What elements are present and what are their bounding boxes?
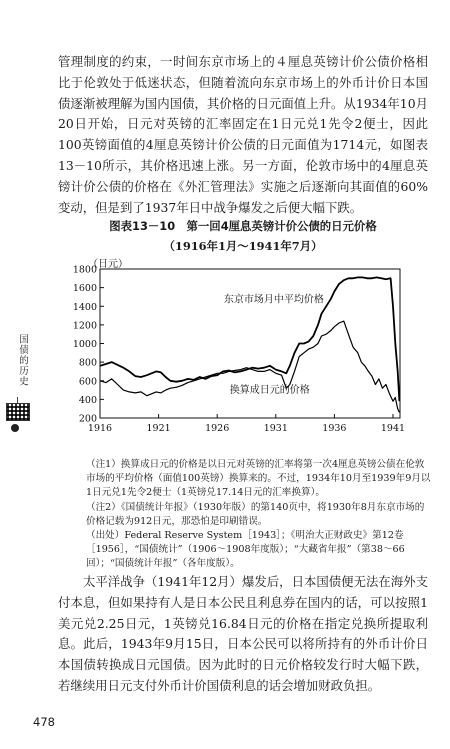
body-paragraph-top: 管理制度的约束，一时间东京市场上的４厘息英镑计价公债价格相比于伦敦处于低迷状态，但随着流向东京市场上的外币计价日本国债逐渐被理解为国内国债，其价格的日元面值上升。从1934年10月20日开始，日元对英镑的汇率固定在1日元兑1先令2便士，因此100英镑面值的4厘息英镑计价公债的日元面值为1714元，如图表13－10所示，其价格迅速上涨。另一方面，伦敦市场中的4厘息英镑计价公债的价格在《外汇管理法》实施之后逐渐向其面值的60%变动，但是到了1937年日中战争爆发之后便大幅下跌。: [58, 54, 428, 215]
annotation-tokyo-price: 东京市场月中平均价格: [223, 294, 324, 306]
annotation-converted-price: 换算成日元的价格: [229, 384, 310, 396]
x-tick-label: 1921: [146, 423, 171, 434]
y-tick-label: 600: [78, 376, 97, 388]
y-tick-label: 200: [78, 413, 97, 425]
note-2: （注2）《国债统计年报》（1930年版）的第140页中，将1930年8月东京市场的价格记载为912日元，那恐怕是印刷错误。: [86, 501, 425, 527]
figure-title: 图表13－10 第一回4厘息英镑计价公债的日元价格: [109, 219, 377, 233]
y-tick-label: 1600: [72, 283, 97, 295]
figure-subtitle: （1916年1月～1941年7月）: [163, 239, 323, 253]
x-tick-label: 1926: [205, 423, 230, 434]
page-number: 478: [33, 715, 55, 729]
note-source: （出处）Federal Reserve System［1943］；《明治大正财政史》第12卷［1956］，“国债统计”（1906～1908年度版）；“大藏省年报”（第38～66回）；“国债统计年报”（各年度版）。: [86, 530, 405, 570]
qr-code-icon: [6, 403, 30, 421]
bullet-dot-icon: [11, 424, 19, 432]
note-1: （注1）换算成日元的价格是以日元对英镑的汇率将第一次4厘息英镑公债在伦敦市场的平均价格（面值100英镑）换算来的。不过，1934年10月至1939年9月以1日元兑1先令2便士（1英镑兑17.14日元的汇率换算）。: [86, 459, 431, 499]
side-section-label: 国债的历史: [17, 334, 28, 387]
x-tick-label: 1916: [87, 423, 113, 434]
y-tick-label: 1000: [72, 339, 97, 350]
x-tick-label: 1936: [322, 423, 347, 434]
y-tick-label: 800: [78, 357, 97, 369]
y-tick-label: 1400: [72, 301, 97, 313]
x-tick-label: 1941: [380, 423, 406, 434]
y-tick-label: 1200: [72, 320, 97, 332]
line-chart: [60, 255, 420, 445]
y-tick-label: 400: [78, 394, 97, 406]
figure-notes: [86, 458, 431, 572]
x-tick-label: 1931: [263, 423, 288, 434]
series-converted-price-line: [100, 321, 399, 412]
y-tick-label: 1800: [72, 264, 97, 276]
body-paragraph-bottom: 太平洋战争（1941年12月）爆发后，日本国债便无法在海外支付本息，但如果持有人是日本公民且利息券在国内的话，可以按照1美元兑2.25日元，1英镑兑16.84日元的价格在指定兑换所提取利息。此后，1943年9月15日，日本公民可以将所持有的外币计价日本国债转换成日元国债。因为此时的日元价格较发行时大幅下跌，若继续用日元支付外币计价国债利息的话会增加财政负担。: [58, 574, 428, 693]
y-axis-label: （日元）: [88, 259, 128, 270]
